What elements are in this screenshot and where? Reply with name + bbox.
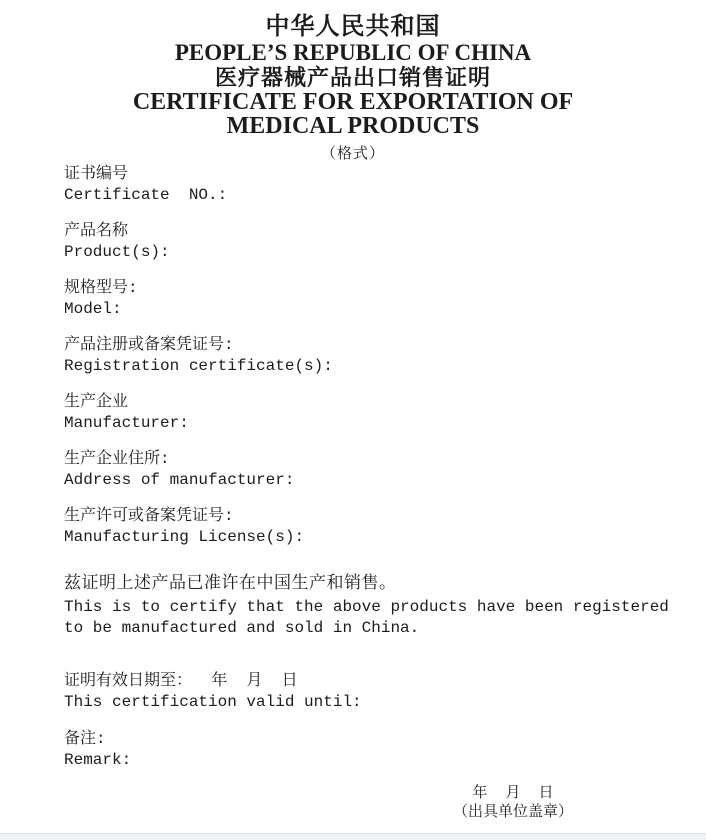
format-note: （格式） — [320, 146, 385, 163]
page-bottom-edge — [0, 833, 706, 840]
field-label-en: Registration certificate(s): — [64, 357, 333, 375]
signature-seal-line: （出具单位盖章） — [452, 804, 573, 821]
remark-section — [64, 729, 660, 771]
validity-label-en: This certification valid until: — [64, 693, 362, 711]
field-label-cn: 产品名称 — [64, 222, 129, 240]
field-label-cn: 规格型号: — [64, 279, 138, 297]
field-label-en: Manufacturer: — [64, 414, 189, 432]
remark-label-cn: 备注: — [64, 730, 106, 748]
signature-block — [448, 784, 578, 822]
field-registration-certificate — [64, 335, 660, 377]
field-label-en: Product(s): — [64, 243, 170, 261]
field-label-en: Manufacturing License(s): — [64, 528, 305, 546]
statement-en-line1: This is to certify that the above products have been registered — [64, 598, 669, 616]
field-label-cn: 生产企业住所: — [64, 450, 170, 468]
field-certificate-no — [64, 164, 660, 206]
field-label-cn: 生产许可或备案凭证号: — [64, 507, 234, 525]
field-label-en: Certificate NO.: — [64, 186, 228, 204]
field-manufacturing-license — [64, 506, 660, 548]
country-name-en: PEOPLE’S REPUBLIC OF CHINA — [174, 40, 532, 65]
certificate-body — [0, 164, 706, 822]
field-model — [64, 278, 660, 320]
field-product — [64, 221, 660, 263]
document-title-cn: 医疗器械产品出口销售证明 — [214, 65, 491, 90]
field-label-en: Model: — [64, 300, 122, 318]
field-manufacturer — [64, 392, 660, 434]
signature-date-line: 年 月 日 — [472, 785, 554, 802]
statement-en-line2: to be manufactured and sold in China. — [64, 619, 420, 637]
field-label-en: Address of manufacturer: — [64, 471, 295, 489]
remark-label-en: Remark: — [64, 751, 132, 769]
field-manufacturer-address — [64, 449, 660, 491]
document-title-en: CERTIFICATE FOR EXPORTATION OF MEDICAL PRODUCTS — [132, 89, 574, 139]
certificate-header — [0, 0, 706, 164]
field-label-cn: 证书编号 — [64, 165, 129, 183]
validity-label-cn: 证明有效日期至： 年 月 日 — [64, 672, 298, 690]
field-label-cn: 生产企业 — [64, 393, 129, 411]
statement-cn: 兹证明上述产品已准许在中国生产和销售。 — [64, 575, 397, 594]
country-name-cn: 中华人民共和国 — [265, 14, 441, 40]
field-label-cn: 产品注册或备案凭证号: — [64, 336, 234, 354]
validity-section — [64, 671, 660, 713]
certification-statement — [64, 573, 669, 639]
